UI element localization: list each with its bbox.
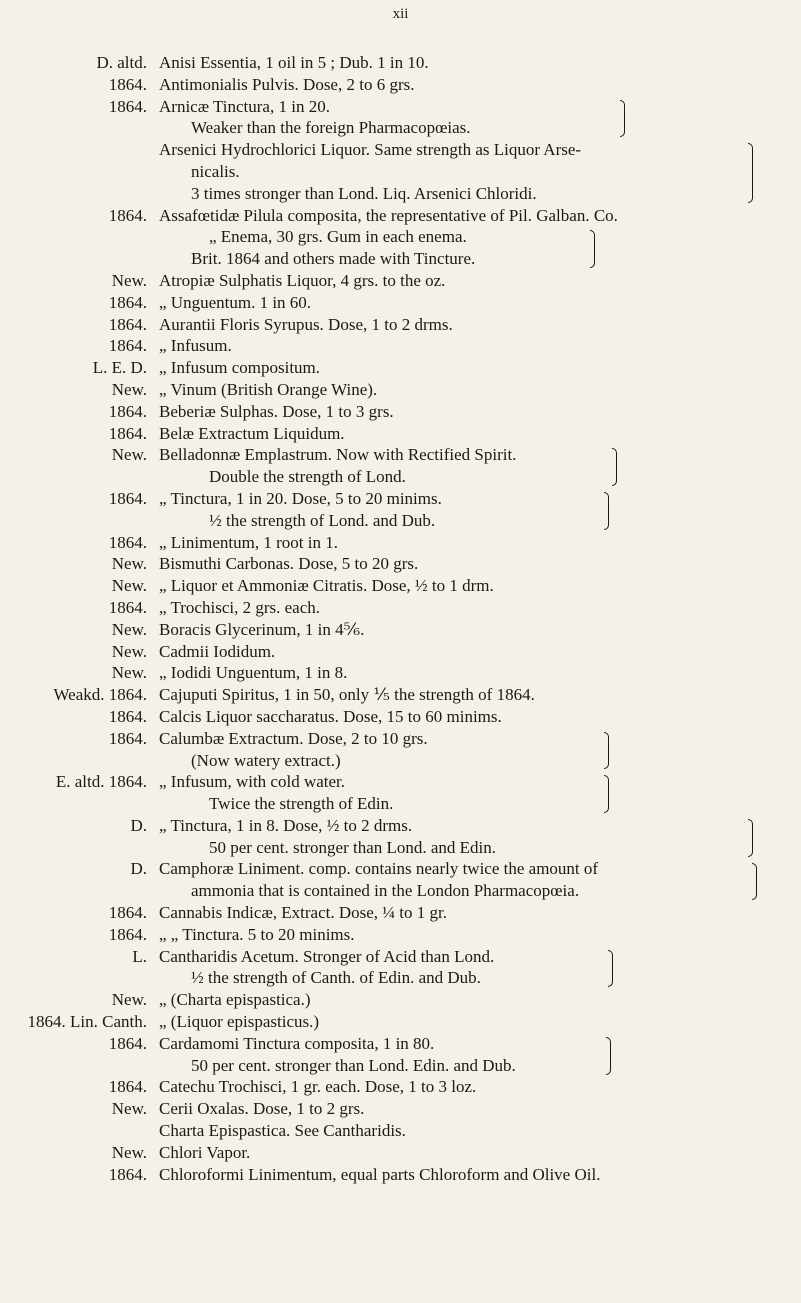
- entry-text: Double the strength of Lond.: [209, 467, 406, 487]
- entry-line: [0, 924, 801, 946]
- entry-line: [0, 248, 801, 270]
- entry-text: Chloroformi Linimentum, equal parts Chloroform and Olive Oil.: [159, 1164, 601, 1184]
- entry-text: ½ the strength of Lond. and Dub.: [209, 510, 436, 530]
- entry-list: [0, 52, 801, 1185]
- entry-line: [0, 880, 801, 902]
- entry-text: Chlori Vapor.: [159, 1142, 251, 1162]
- entry-text: Arsenici Hydrochlorici Liquor. Same strength as Liquor Arse-: [159, 140, 582, 160]
- entry-line: [0, 1055, 801, 1077]
- entry-text: „ (Charta epispastica.): [159, 990, 311, 1010]
- entry-annotation: D.: [130, 815, 147, 835]
- entry-text: „ Trochisci, 2 grs. each.: [159, 597, 321, 617]
- entry-text: „ Liquor et Ammoniæ Citratis. Dose, ½ to 1 drm.: [159, 576, 494, 596]
- grouping-brace: [590, 230, 595, 268]
- entry-text: Atropiæ Sulphatis Liquor, 4 grs. to the oz.: [159, 270, 446, 290]
- entry-text: „ (Liquor epispasticus.): [159, 1012, 320, 1032]
- entry-text: Boracis Glycerinum, 1 in 4⅚.: [159, 619, 365, 639]
- entry-line: [0, 684, 801, 706]
- entry-annotation: New.: [111, 619, 147, 639]
- entry-line: [0, 793, 801, 815]
- entry-line: [0, 357, 801, 379]
- entry-text: „ Iodidi Unguentum, 1 in 8.: [159, 663, 348, 683]
- entry-annotation: 1864.: [108, 903, 147, 923]
- entry-text: Antimonialis Pulvis. Dose, 2 to 6 grs.: [159, 74, 415, 94]
- entry-line: [0, 335, 801, 357]
- entry-text: 50 per cent. stronger than Lond. Edin. and Dub.: [191, 1055, 516, 1075]
- entry-text: nicalis.: [191, 161, 240, 181]
- entry-annotation: 1864.: [108, 401, 147, 421]
- entry-annotation: 1864. Lin. Canth.: [27, 1012, 147, 1032]
- grouping-brace: [612, 448, 617, 486]
- entry-text: Charta Epispastica. See Cantharidis.: [159, 1121, 406, 1141]
- entry-annotation: New.: [111, 270, 147, 290]
- grouping-brace: [606, 1037, 611, 1075]
- entry-annotation: New.: [111, 1099, 147, 1119]
- entry-annotation: 1864.: [108, 314, 147, 334]
- entry-text: Cantharidis Acetum. Stronger of Acid than Lond.: [159, 946, 495, 966]
- entry-text: „ „ Tinctura. 5 to 20 minims.: [159, 924, 355, 944]
- entry-line: [0, 771, 801, 793]
- entry-annotation: New.: [111, 379, 147, 399]
- entry-annotation: D. altd.: [96, 53, 147, 72]
- entry-text: Aurantii Floris Syrupus. Dose, 1 to 2 drms.: [159, 314, 453, 334]
- entry-annotation: 1864.: [108, 706, 147, 726]
- entry-line: [0, 837, 801, 859]
- entry-text: Brit. 1864 and others made with Tincture.: [191, 249, 476, 269]
- entry-line: [0, 226, 801, 248]
- entry-line: [0, 597, 801, 619]
- entry-line: [0, 444, 801, 466]
- entry-annotation: L. E. D.: [92, 358, 147, 378]
- entry-text: 50 per cent. stronger than Lond. and Edin.: [209, 837, 497, 857]
- grouping-brace: [604, 732, 609, 770]
- entry-line: [0, 488, 801, 510]
- entry-line: [0, 161, 801, 183]
- entry-text: Arnicæ Tinctura, 1 in 20.: [159, 96, 330, 116]
- entry-line: [0, 989, 801, 1011]
- entry-annotation: 1864.: [108, 488, 147, 508]
- entry-text: „ Linimentum, 1 root in 1.: [159, 532, 338, 552]
- entry-line: [0, 270, 801, 292]
- entry-line: [0, 728, 801, 750]
- entry-text: Cannabis Indicæ, Extract. Dose, ¼ to 1 gr.: [159, 903, 448, 923]
- entry-annotation: New.: [111, 663, 147, 683]
- entry-text: Anisi Essentia, 1 oil in 5 ; Dub. 1 in 10.: [159, 53, 429, 72]
- entry-text: Calumbæ Extractum. Dose, 2 to 10 grs.: [159, 728, 428, 748]
- entry-line: [0, 379, 801, 401]
- entry-annotation: 1864.: [108, 292, 147, 312]
- entry-line: [0, 553, 801, 575]
- grouping-brace: [752, 863, 757, 901]
- entry-line: [0, 1076, 801, 1098]
- entry-line: [0, 423, 801, 445]
- entry-text: „ Infusum, with cold water.: [159, 772, 346, 792]
- entry-annotation: New.: [111, 990, 147, 1010]
- entry-annotation: 1864.: [108, 728, 147, 748]
- entry-annotation: New.: [111, 1142, 147, 1162]
- entry-line: [0, 1164, 801, 1186]
- entry-line: [0, 401, 801, 423]
- entry-text: Calcis Liquor saccharatus. Dose, 15 to 60 minims.: [159, 706, 502, 726]
- entry-text: „ Tinctura, 1 in 20. Dose, 5 to 20 minims.: [159, 488, 442, 508]
- grouping-brace: [620, 100, 625, 138]
- entry-text: „ Vinum (British Orange Wine).: [159, 379, 378, 399]
- entry-text: „ Unguentum. 1 in 60.: [159, 292, 312, 312]
- grouping-brace: [604, 492, 609, 530]
- entry-text: Assafœtidæ Pilula composita, the representative of Pil. Galban. Co.: [159, 205, 618, 225]
- entry-line: [0, 706, 801, 728]
- entry-text: (Now watery extract.): [191, 750, 341, 770]
- entry-text: Twice the strength of Edin.: [209, 794, 394, 814]
- entry-text: Cajuputi Spiritus, 1 in 50, only ⅕ the strength of 1864.: [159, 685, 535, 705]
- entry-annotation: 1864.: [108, 597, 147, 617]
- entry-annotation: New.: [111, 641, 147, 661]
- entry-annotation: 1864.: [108, 532, 147, 552]
- entry-line: [0, 575, 801, 597]
- entry-line: [0, 74, 801, 96]
- entry-line: [0, 1098, 801, 1120]
- grouping-brace: [748, 819, 753, 857]
- entry-annotation: New.: [111, 554, 147, 574]
- entry-text: Catechu Trochisci, 1 gr. each. Dose, 1 to 3 loz.: [159, 1077, 477, 1097]
- entry-text: Belladonnæ Emplastrum. Now with Rectified Spirit.: [159, 445, 517, 465]
- entry-line: [0, 1033, 801, 1055]
- entry-text: Camphoræ Liniment. comp. contains nearly twice the amount of: [159, 859, 599, 879]
- entry-line: [0, 641, 801, 663]
- entry-annotation: 1864.: [108, 336, 147, 356]
- entry-line: [0, 314, 801, 336]
- entry-text: 3 times stronger than Lond. Liq. Arsenici Chloridi.: [191, 183, 537, 203]
- entry-line: [0, 1011, 801, 1033]
- entry-line: [0, 946, 801, 968]
- entry-text: „ Tinctura, 1 in 8. Dose, ½ to 2 drms.: [159, 815, 413, 835]
- entry-line: [0, 662, 801, 684]
- entry-text: „ Infusum.: [159, 336, 232, 356]
- entry-line: [0, 967, 801, 989]
- entry-annotation: 1864.: [108, 1164, 147, 1184]
- grouping-brace: [604, 775, 609, 813]
- entry-annotation: 1864.: [108, 1077, 147, 1097]
- entry-annotation: 1864.: [108, 423, 147, 443]
- entry-text: Cardamomi Tinctura composita, 1 in 80.: [159, 1033, 435, 1053]
- entry-text: Bismuthi Carbonas. Dose, 5 to 20 grs.: [159, 554, 419, 574]
- entry-annotation: E. altd. 1864.: [55, 772, 147, 792]
- entry-line: [0, 205, 801, 227]
- entry-line: [0, 1142, 801, 1164]
- entry-line: [0, 292, 801, 314]
- entry-line: [0, 532, 801, 554]
- entry-line: [0, 96, 801, 118]
- entry-annotation: Weakd. 1864.: [53, 685, 147, 705]
- grouping-brace: [608, 950, 613, 988]
- entry-annotation: 1864.: [108, 96, 147, 116]
- entry-annotation: 1864.: [108, 205, 147, 225]
- entry-line: [0, 815, 801, 837]
- entry-annotation: L.: [132, 946, 147, 966]
- entry-annotation: New.: [111, 445, 147, 465]
- entry-annotation: D.: [130, 859, 147, 879]
- grouping-brace: [748, 143, 753, 202]
- entry-annotation: 1864.: [108, 924, 147, 944]
- entry-line: [0, 183, 801, 205]
- entry-text: „ Enema, 30 grs. Gum in each enema.: [209, 227, 467, 247]
- entry-line: [0, 466, 801, 488]
- entry-text: Cadmii Iodidum.: [159, 641, 276, 661]
- entry-line: [0, 52, 801, 74]
- page-number: xii: [392, 6, 409, 22]
- entry-line: [0, 750, 801, 772]
- entry-line: [0, 902, 801, 924]
- entry-annotation: 1864.: [108, 1033, 147, 1053]
- entry-line: [0, 117, 801, 139]
- entry-line: [0, 139, 801, 161]
- entry-text: Belæ Extractum Liquidum.: [159, 423, 345, 443]
- entry-text: ammonia that is contained in the London Pharmacopœia.: [191, 881, 580, 901]
- entry-text: „ Infusum compositum.: [159, 358, 321, 378]
- entry-text: ½ the strength of Canth. of Edin. and Dub.: [191, 968, 481, 988]
- entry-text: Cerii Oxalas. Dose, 1 to 2 grs.: [159, 1099, 365, 1119]
- entry-line: [0, 510, 801, 532]
- entry-annotation: New.: [111, 576, 147, 596]
- entry-text: Weaker than the foreign Pharmacopœias.: [191, 118, 471, 138]
- entry-annotation: 1864.: [108, 74, 147, 94]
- entry-line: [0, 1120, 801, 1142]
- entry-text: Beberiæ Sulphas. Dose, 1 to 3 grs.: [159, 401, 394, 421]
- entry-line: [0, 619, 801, 641]
- entry-line: [0, 858, 801, 880]
